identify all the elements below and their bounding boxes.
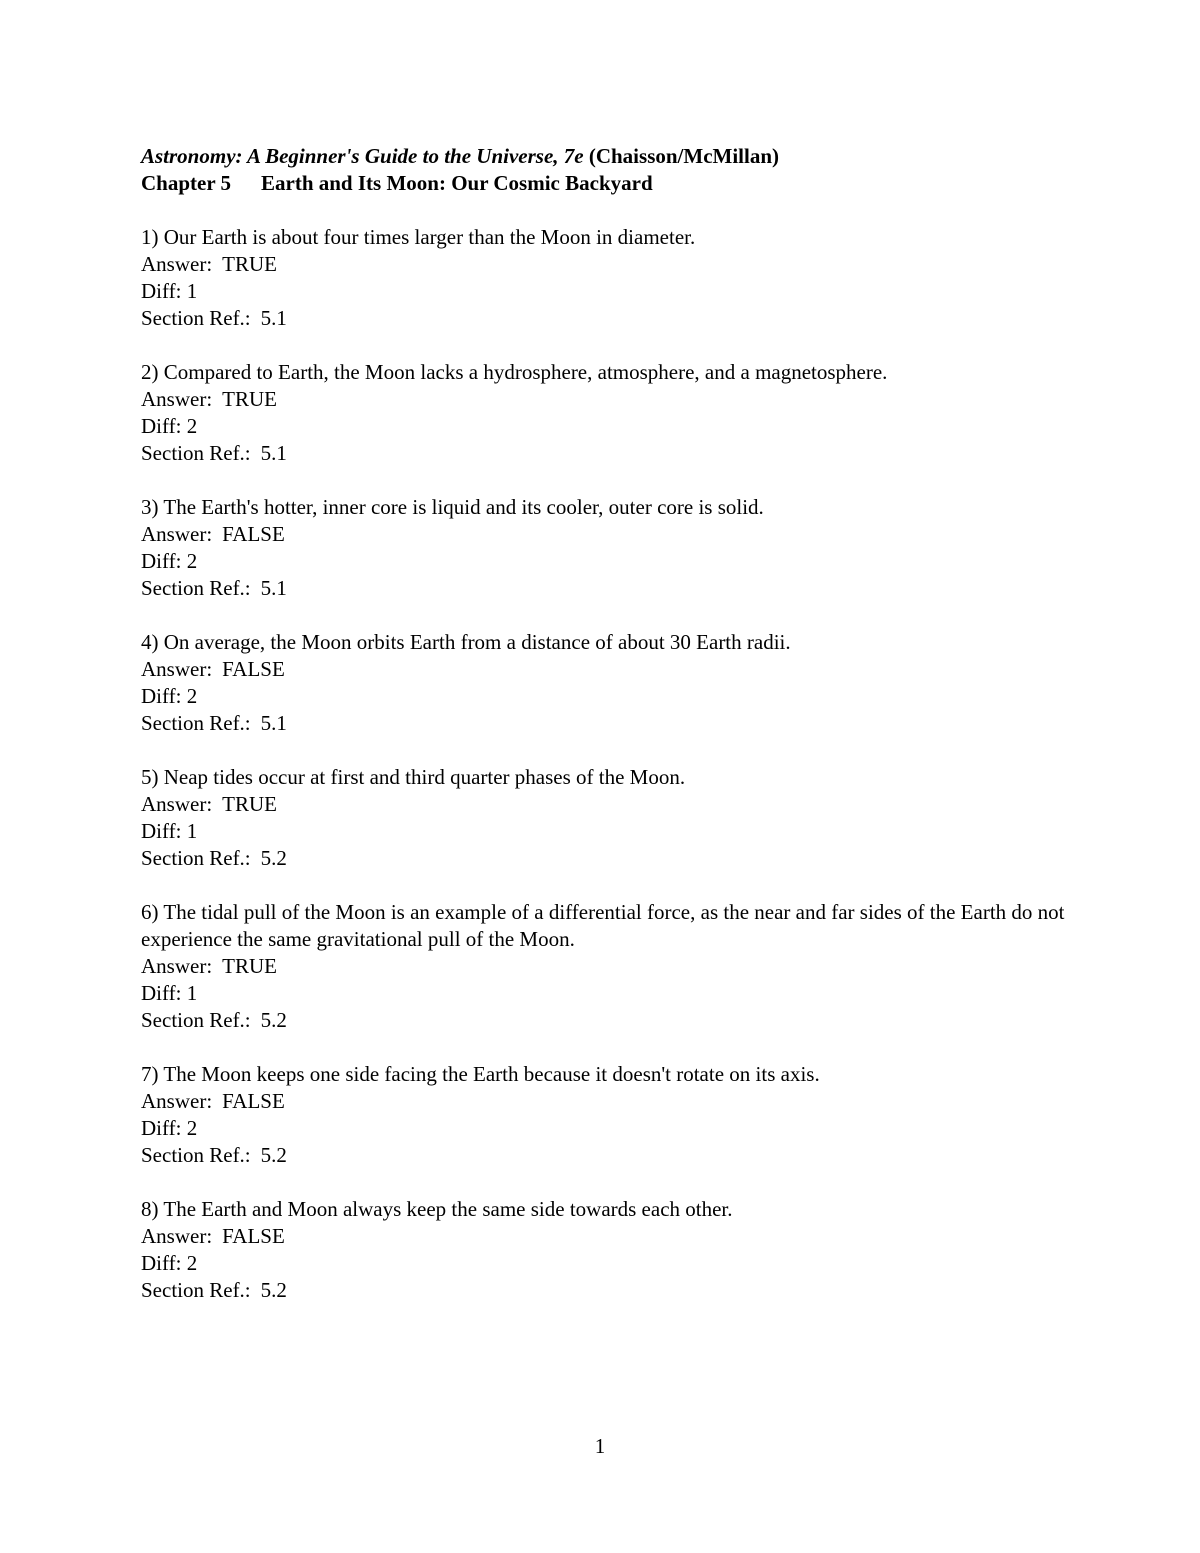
diff-line [141,980,1071,1007]
answer-line [141,656,1071,683]
diff-line [141,1115,1071,1142]
answer-value: FALSE [222,657,285,681]
section-ref-value: 5.2 [260,1008,287,1032]
question-item [141,1061,1071,1169]
diff-label: Diff: [141,414,182,438]
section-ref-value: 5.1 [260,711,287,735]
question-text: 6) The tidal pull of the Moon is an example of a differential force, as the near and far sides of the Earth do not experience the same gravitational pull of the Moon. [141,900,1065,951]
section-ref-line [141,710,1071,737]
diff-value: 1 [186,279,198,303]
section-ref-line [141,440,1071,467]
section-ref-label: Section Ref.: [141,1143,251,1167]
diff-value: 2 [186,1251,198,1275]
answer-label: Answer: [141,522,213,546]
section-ref-label: Section Ref.: [141,441,251,465]
section-ref-value: 5.1 [260,306,287,330]
section-ref-label: Section Ref.: [141,1278,251,1302]
section-ref-label: Section Ref.: [141,306,251,330]
diff-value: 2 [186,549,198,573]
question-item [141,359,1071,467]
answer-value: TRUE [222,252,277,276]
answer-label: Answer: [141,792,213,816]
question-text: 2) Compared to Earth, the Moon lacks a hydrosphere, atmosphere, and a magnetosphere. [141,360,888,384]
answer-value: TRUE [222,387,277,411]
diff-label: Diff: [141,1116,182,1140]
section-ref-label: Section Ref.: [141,846,251,870]
section-ref-label: Section Ref.: [141,576,251,600]
answer-value: FALSE [222,1089,285,1113]
diff-label: Diff: [141,549,182,573]
diff-value: 2 [186,1116,198,1140]
answer-label: Answer: [141,252,213,276]
answer-label: Answer: [141,954,213,978]
answer-line [141,251,1071,278]
section-ref-value: 5.1 [260,441,287,465]
diff-line [141,278,1071,305]
question-list [141,224,1071,1304]
answer-label: Answer: [141,387,213,411]
answer-line [141,521,1071,548]
page-number: 1 [594,1434,606,1458]
diff-line [141,818,1071,845]
answer-line [141,953,1071,980]
section-ref-line [141,1277,1071,1304]
answer-line [141,1088,1071,1115]
question-text: 4) On average, the Moon orbits Earth from a distance of about 30 Earth radii. [141,630,791,654]
section-ref-value: 5.1 [260,576,287,600]
question-item [141,899,1071,1034]
document-page [141,143,1071,1304]
answer-line [141,386,1071,413]
title-line [141,143,1071,170]
diff-value: 2 [186,684,198,708]
question-text: 7) The Moon keeps one side facing the Earth because it doesn't rotate on its axis. [141,1062,820,1086]
section-ref-line [141,305,1071,332]
book-title: Astronomy: A Beginner's Guide to the Universe, 7e [141,144,584,168]
diff-value: 2 [186,414,198,438]
question-text: 3) The Earth's hotter, inner core is liquid and its cooler, outer core is solid. [141,495,764,519]
question-item [141,629,1071,737]
question-item [141,764,1071,872]
diff-label: Diff: [141,684,182,708]
answer-line [141,1223,1071,1250]
question-item [141,224,1071,332]
diff-line [141,683,1071,710]
question-text: 1) Our Earth is about four times larger than the Moon in diameter. [141,225,696,249]
answer-value: TRUE [222,954,277,978]
answer-label: Answer: [141,1224,213,1248]
diff-line [141,413,1071,440]
diff-value: 1 [186,981,198,1005]
section-ref-value: 5.2 [260,1278,287,1302]
diff-line [141,548,1071,575]
diff-label: Diff: [141,1251,182,1275]
section-ref-line [141,575,1071,602]
book-authors: (Chaisson/McMillan) [588,144,780,168]
section-ref-line [141,1142,1071,1169]
diff-value: 1 [186,819,198,843]
chapter-title: Earth and Its Moon: Our Cosmic Backyard [261,171,653,195]
section-ref-value: 5.2 [260,1143,287,1167]
answer-label: Answer: [141,657,213,681]
diff-label: Diff: [141,819,182,843]
question-text: 5) Neap tides occur at first and third quarter phases of the Moon. [141,765,686,789]
section-ref-label: Section Ref.: [141,711,251,735]
diff-line [141,1250,1071,1277]
section-ref-line [141,845,1071,872]
chapter-line [141,170,1071,197]
diff-label: Diff: [141,981,182,1005]
answer-value: FALSE [222,1224,285,1248]
question-item [141,1196,1071,1304]
answer-value: FALSE [222,522,285,546]
answer-label: Answer: [141,1089,213,1113]
section-ref-line [141,1007,1071,1034]
question-text: 8) The Earth and Moon always keep the same side towards each other. [141,1197,733,1221]
diff-label: Diff: [141,279,182,303]
answer-line [141,791,1071,818]
chapter-label: Chapter 5 [141,171,232,195]
answer-value: TRUE [222,792,277,816]
question-item [141,494,1071,602]
section-ref-value: 5.2 [260,846,287,870]
document-header [141,143,1071,197]
section-ref-label: Section Ref.: [141,1008,251,1032]
